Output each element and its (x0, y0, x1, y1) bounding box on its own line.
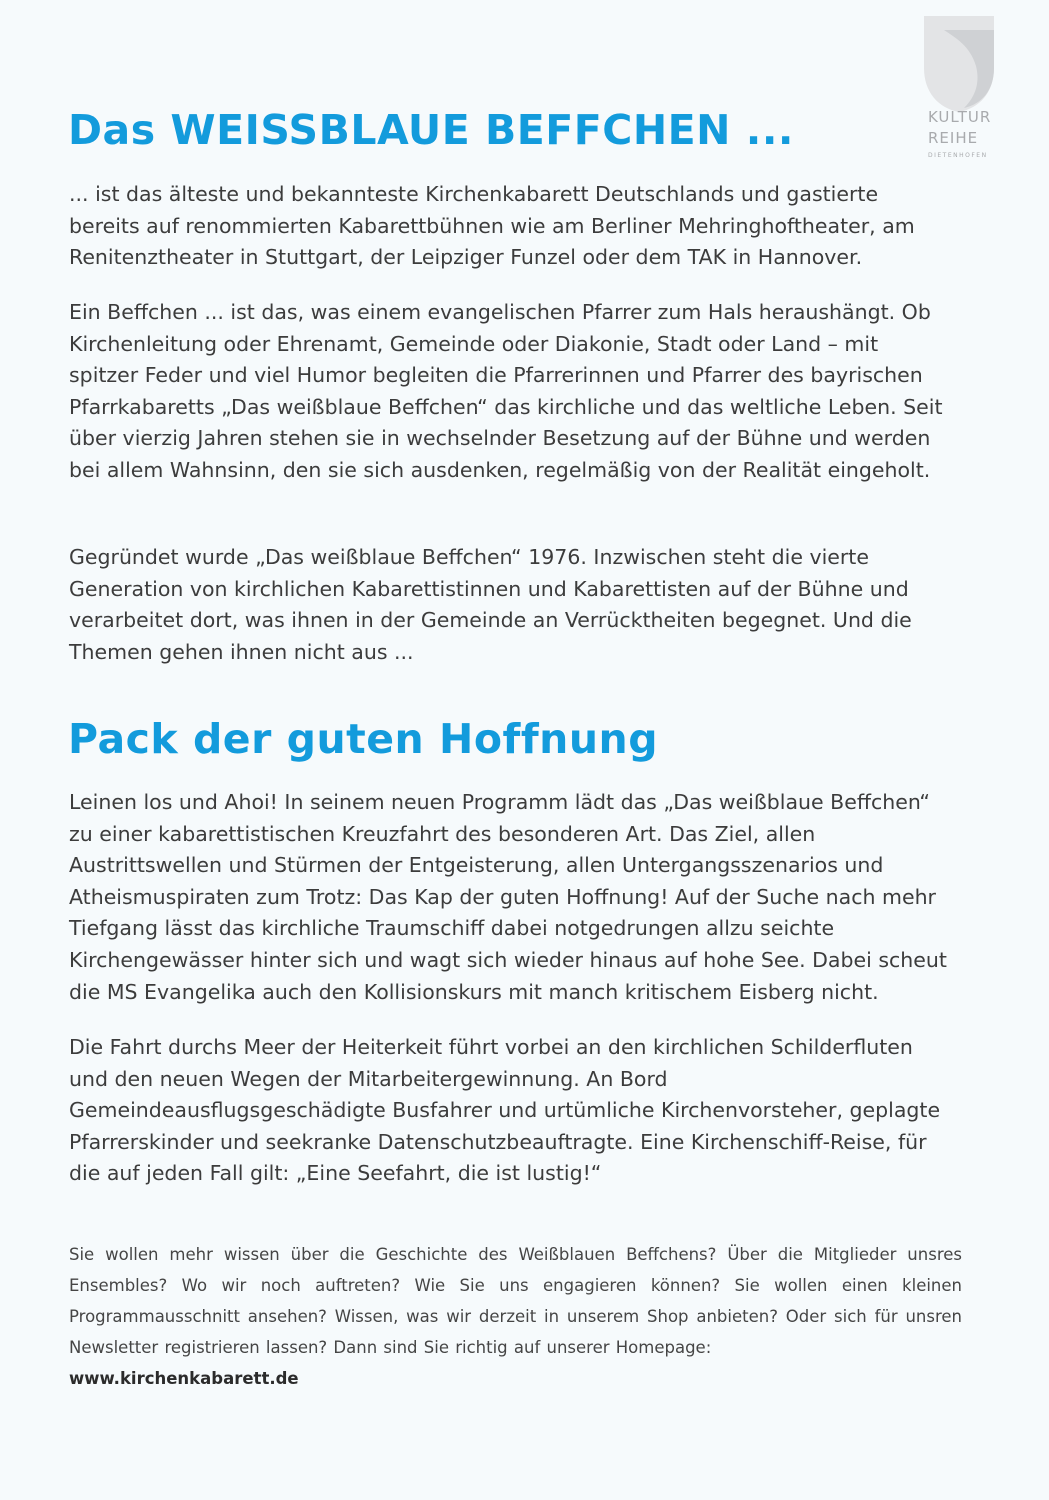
paragraph-text: Gegründet wurde „Das weißblaue Beffchen“ 1976. Inzwischen steht die vierte Generation von kirchlichen Kabarettistinnen und Kabarettisten auf der Bühne und verarbeitet dort, was ihnen in der Gemeinde an Verrücktheiten begegnet. Und die Themen gehen ihnen nicht aus ... (69, 545, 912, 664)
paragraph-text: Ein Beffchen ... ist das, was einem evangelischen Pfarrer zum Hals heraushängt. Ob Kirchenleitung oder Ehrenamt, Gemeinde oder Diakonie, Stadt oder Land – mit spitzer Feder und viel Humor begleiten die Pfarrerinnen und Pfarrer des bayrischen Pfarrkabaretts „Das weißblaue Beffchen“ das kirchliche und das weltliche Leben. Seit über vierzig Jahren stehen sie in wechselnder Besetzung auf der Bühne und werden bei allem Wahnsinn, den sie sich ausdenken, regelmäßig von der Realität eingeholt. (69, 300, 943, 482)
journey-paragraph (69, 1032, 949, 1190)
section-heading-program: Pack der guten Hoffnung (68, 715, 659, 763)
intro-paragraph (69, 179, 949, 274)
paragraph-text: Leinen los und Ahoi! In seinem neuen Programm lädt das „Das weißblaue Beffchen“ zu einer kabarettistischen Kreuzfahrt des besonderen Art. Das Ziel, allen Austrittswellen und Stürmen der Entgeisterung, allen Untergangsszenarios und Atheismuspiraten zum Trotz: Das Kap der guten Hoffnung! Auf der Suche nach mehr Tiefgang lässt das kirchliche Traumschiff dabei notgedrungen allzu seichte Kirchengewässer hinter sich und wagt sich wieder hinaus auf hohe See. Dabei scheut die MS Evangelika auch den Kollisionskurs mit manch kritischem Eisberg nicht. (69, 790, 947, 1004)
footer-info (69, 1239, 962, 1394)
logo-text-kultur: KULTUR (928, 108, 992, 126)
beffchen-explanation-paragraph (69, 297, 949, 487)
kulturreihe-logo (924, 16, 996, 166)
logo-emblem-icon (924, 16, 994, 112)
logo-text-place: DIETENHOFEN (928, 152, 988, 159)
homepage-link[interactable]: www.kirchenkabarett.de (69, 1369, 299, 1388)
paragraph-text: ... ist das älteste und bekannteste Kirchenkabarett Deutschlands und gastierte bereits auf renommierten Kabarettbühnen wie am Berliner Mehringhoftheater, am Renitenztheater in Stuttgart, der Leipziger Funzel oder dem TAK in Hannover. (69, 182, 915, 270)
section-heading-beffchen: Das WEISSBLAUE BEFFCHEN ... (68, 106, 794, 154)
paragraph-text: Die Fahrt durchs Meer der Heiterkeit führt vorbei an den kirchlichen Schilderfluten und den neuen Wegen der Mitarbeitergewinnung. An Bord Gemeindeausflugsgeschädigte Busfahrer und urtümliche Kirchenvorsteher, geplagte Pfarrerskinder und seekranke Datenschutzbeauftragte. Eine Kirchenschiff-Reise, für die auf jeden Fall gilt: „Eine Seefahrt, die ist lustig!“ (69, 1035, 941, 1186)
program-paragraph (69, 787, 949, 1008)
founding-paragraph (69, 542, 949, 668)
footer-text: Sie wollen mehr wissen über die Geschichte des Weißblauen Beffchens? Über die Mitglieder unsres Ensembles? Wo wir noch auftreten? Wie Sie uns engagieren können? Sie wollen einen kleinen Programmausschnitt ansehen? Wissen, was wir derzeit in unserem Shop anbieten? Oder sich für unsren Newsletter registrieren lassen? Dann sind Sie richtig auf unserer Homepage: (69, 1245, 962, 1357)
logo-text-reihe: REIHE (928, 129, 979, 147)
